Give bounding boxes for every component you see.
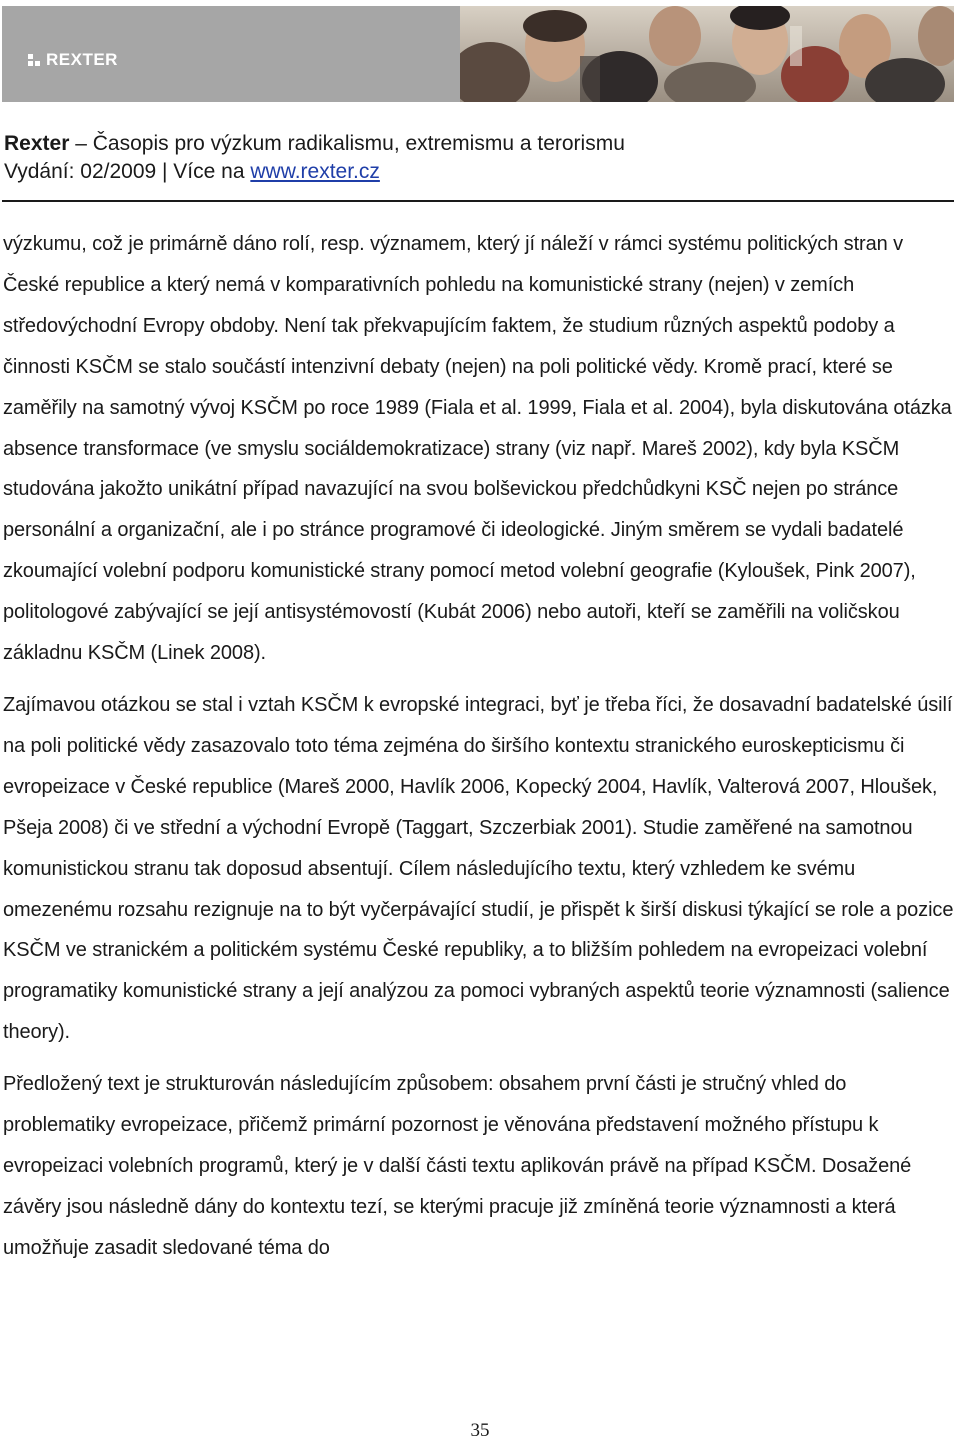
journal-dash: –: [69, 132, 93, 155]
issue-label: Vydání: 02/2009 | Více na: [4, 160, 251, 183]
journal-subtitle: Časopis pro výzkum radikalismu, extremismu a terorismu: [92, 132, 625, 155]
paragraph: Předložený text je strukturován následujícím způsobem: obsahem první části je stručný vhled do problematiky evropeizace, přičemž primární pozornost je věnována představení možného přístupu k evropeizaci volebních programů, který je v další části textu aplikován právě na případ KSČM. Dosažené závěry jsou následně dány do kontextu tezí, se kterými pracuje již zmíněná teorie významnosti a která umožňuje zasadit sledované téma do: [3, 1073, 912, 1259]
paragraph: Zajímavou otázkou se stal i vztah KSČM k evropské integraci, byť je třeba říci, že dosavadní badatelské úsilí na poli politické vědy zasazovalo toto téma zejména do širšího kontextu stranického euroskepticismu či evropeizace v České republice (Mareš 2000, Havlík 2006, Kopecký 2004, Havlík, Valterová 2007, Hloušek, Pšeja 2008) či ve střední a východní Evropě (Taggart, Szczerbiak 2001). Studie zaměřené na samotnou komunistickou stranu tak doposud absentují. Cílem následujícího textu, který vzhledem ke svému omezenému rozsahu rezignuje na to být vyčerpávající studií, je přispět k širší diskusi týkající se role a pozice KSČM ve stranickém a politickém systému České republiky, a to bližším pohledem na evropeizaci volební programatiky komunistické strany a její analýzou za pomoci vybraných aspektů teorie významnosti (salience theory).: [3, 693, 954, 1044]
page-number: 35: [470, 1420, 490, 1441]
site-link[interactable]: www.rexter.cz: [250, 160, 380, 183]
rexter-logo: [28, 50, 118, 70]
article-body: [3, 224, 956, 1280]
journal-name: Rexter: [4, 132, 70, 155]
paragraph: výzkumu, což je primárně dáno rolí, resp. významem, který jí náleží v rámci systému politických stran v České republice a který nemá v komparativních pohledu na komunistické strany (nejen) v zemích středovýchodní Evropy obdoby. Není tak překvapujícím faktem, že studium různých aspektů podoby a činnosti KSČM se stalo součástí intenzivní debaty (nejen) na poli politické vědy. Kromě prací, které se zaměřily na samotný vývoj KSČM po roce 1989 (Fiala et al. 1999, Fiala et al. 2004), byla diskutována otázka absence transformace (ve smyslu sociáldemokratizace) strany (viz např. Mareš 2002), kdy byla KSČM studována jakožto unikátní případ navazující na svou bolševickou předchůdkyni KSČ nejen po stránce personální a organizační, ale i po stránce programové či ideologické. Jiným směrem se vydali badatelé zkoumající volební podporu komunistické strany pomocí metod volební geografie (Kyloušek, Pink 2007), politologové zabývající se její antisystémovostí (Kubát 2006) nebo autoři, kteří se zaměřili na voličskou základnu KSČM (Linek 2008).: [3, 233, 952, 665]
journal-banner: [2, 6, 954, 102]
crowd-photo: [460, 6, 954, 102]
logo-mark-icon: [28, 54, 40, 66]
logo-text: REXTER: [46, 50, 118, 69]
header-divider: [2, 200, 954, 202]
issue-line: [4, 158, 625, 186]
journal-title-line: [4, 130, 625, 158]
journal-header: [4, 130, 625, 186]
